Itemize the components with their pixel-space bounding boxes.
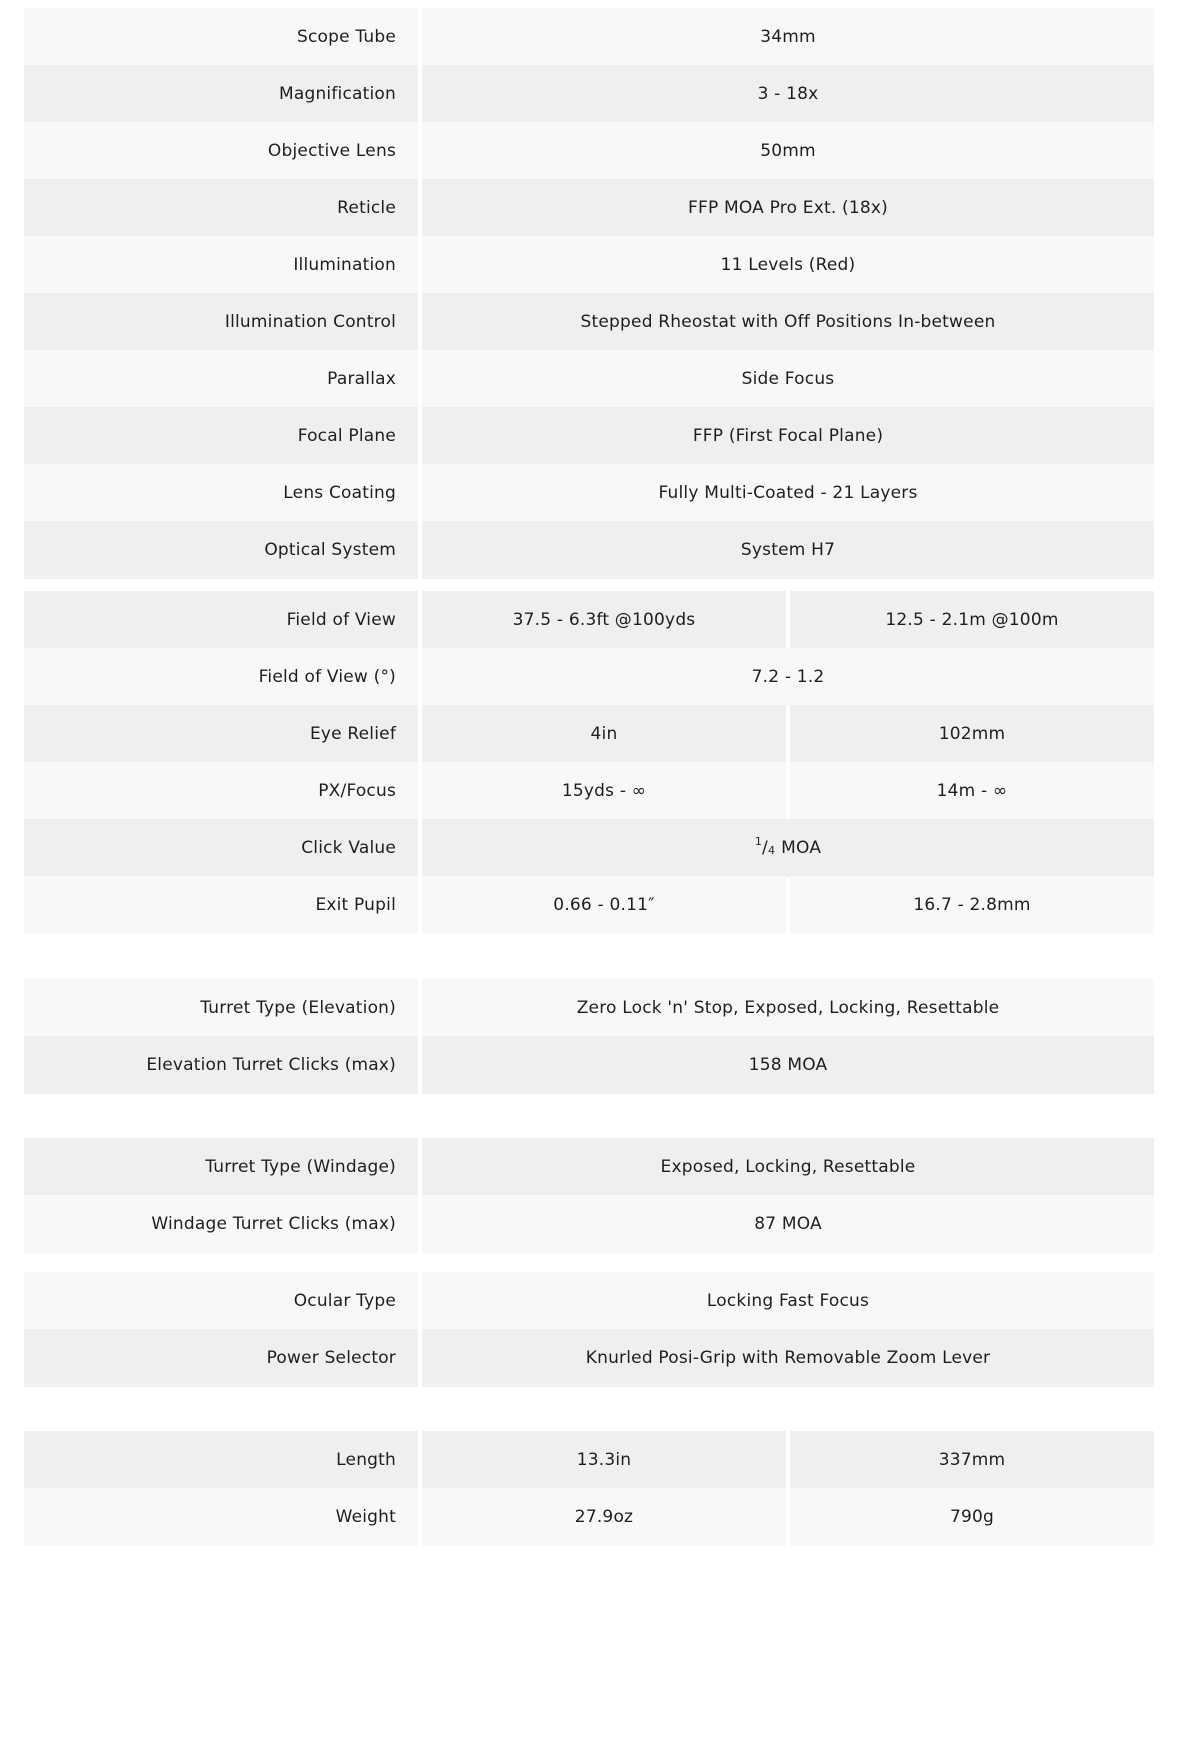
spec-value: 50mm	[422, 122, 1154, 180]
spec-value: Fully Multi-Coated - 21 Layers	[422, 464, 1154, 522]
spec-row-parallax	[24, 350, 1154, 408]
spec-label: Reticle	[24, 179, 418, 237]
spec-value: 34mm	[422, 8, 1154, 66]
spec-row-optical-system	[24, 521, 1154, 579]
fraction-numerator: 1	[754, 834, 763, 848]
spec-value: FFP (First Focal Plane)	[422, 407, 1154, 465]
spec-label: Objective Lens	[24, 122, 418, 180]
spec-value: Side Focus	[422, 350, 1154, 408]
spec-row-illumination-control	[24, 293, 1154, 351]
spec-row-ocular-type	[24, 1272, 1154, 1330]
spec-value: 11 Levels (Red)	[422, 236, 1154, 294]
spec-row-power-selector	[24, 1329, 1154, 1387]
spec-row-length	[24, 1431, 1154, 1489]
spec-row-illumination	[24, 236, 1154, 294]
spec-value: System H7	[422, 521, 1154, 579]
spec-row-field-of-view-degrees	[24, 648, 1154, 706]
spec-value-metric: 337mm	[790, 1431, 1154, 1489]
spec-value	[422, 819, 1154, 877]
spec-value-metric: 14m - ∞	[790, 762, 1154, 820]
spec-label: Weight	[24, 1488, 418, 1546]
spec-label: Magnification	[24, 65, 418, 123]
spec-label: Illumination Control	[24, 293, 418, 351]
spec-value: Knurled Posi-Grip with Removable Zoom Lever	[422, 1329, 1154, 1387]
spec-row-px-focus	[24, 762, 1154, 820]
fraction-slash: /	[762, 838, 768, 858]
spec-value: FFP MOA Pro Ext. (18x)	[422, 179, 1154, 237]
spec-row-eye-relief	[24, 705, 1154, 763]
spec-value-metric: 12.5 - 2.1m @100m	[790, 591, 1154, 649]
spec-value-imperial: 0.66 - 0.11″	[422, 876, 786, 934]
spec-label: PX/Focus	[24, 762, 418, 820]
spec-label: Turret Type (Windage)	[24, 1138, 418, 1196]
spec-label: Windage Turret Clicks (max)	[24, 1195, 418, 1253]
spec-value-metric: 102mm	[790, 705, 1154, 763]
fraction-denominator: 4	[767, 843, 776, 857]
spec-value-imperial: 27.9oz	[422, 1488, 786, 1546]
spec-value: Zero Lock 'n' Stop, Exposed, Locking, Resettable	[422, 979, 1154, 1037]
spec-value-metric: 790g	[790, 1488, 1154, 1546]
spec-label: Exit Pupil	[24, 876, 418, 934]
spec-value-imperial: 15yds - ∞	[422, 762, 786, 820]
spec-row-scope-tube	[24, 8, 1154, 66]
spec-label: Lens Coating	[24, 464, 418, 522]
spec-label: Ocular Type	[24, 1272, 418, 1330]
spec-row-exit-pupil	[24, 876, 1154, 934]
spec-label: Field of View	[24, 591, 418, 649]
spec-row-click-value	[24, 819, 1154, 877]
spec-value-metric: 16.7 - 2.8mm	[790, 876, 1154, 934]
spec-label: Elevation Turret Clicks (max)	[24, 1036, 418, 1094]
spec-value: 87 MOA	[422, 1195, 1154, 1253]
spec-value-imperial: 13.3in	[422, 1431, 786, 1489]
spec-row-weight	[24, 1488, 1154, 1546]
spec-value-imperial: 37.5 - 6.3ft @100yds	[422, 591, 786, 649]
click-value-unit: MOA	[781, 838, 822, 858]
spec-row-magnification	[24, 65, 1154, 123]
spec-label: Eye Relief	[24, 705, 418, 763]
spec-row-turret-type-windage	[24, 1138, 1154, 1196]
spec-row-reticle	[24, 179, 1154, 237]
spec-row-elevation-turret-clicks	[24, 1036, 1154, 1094]
spec-value: 7.2 - 1.2	[422, 648, 1154, 706]
spec-row-field-of-view	[24, 591, 1154, 649]
spec-label: Field of View (°)	[24, 648, 418, 706]
spec-value-imperial: 4in	[422, 705, 786, 763]
spec-row-windage-turret-clicks	[24, 1195, 1154, 1253]
spec-row-lens-coating	[24, 464, 1154, 522]
spec-row-objective-lens	[24, 122, 1154, 180]
spec-label: Click Value	[24, 819, 418, 877]
spec-label: Power Selector	[24, 1329, 418, 1387]
spec-label: Length	[24, 1431, 418, 1489]
spec-value: Exposed, Locking, Resettable	[422, 1138, 1154, 1196]
spec-row-focal-plane	[24, 407, 1154, 465]
spec-label: Illumination	[24, 236, 418, 294]
spec-row-turret-type-elevation	[24, 979, 1154, 1037]
spec-value: 3 - 18x	[422, 65, 1154, 123]
spec-label: Optical System	[24, 521, 418, 579]
spec-value: 158 MOA	[422, 1036, 1154, 1094]
spec-label: Focal Plane	[24, 407, 418, 465]
spec-label: Parallax	[24, 350, 418, 408]
spec-label: Turret Type (Elevation)	[24, 979, 418, 1037]
spec-value: Stepped Rheostat with Off Positions In-between	[422, 293, 1154, 351]
spec-value: Locking Fast Focus	[422, 1272, 1154, 1330]
spec-label: Scope Tube	[24, 8, 418, 66]
